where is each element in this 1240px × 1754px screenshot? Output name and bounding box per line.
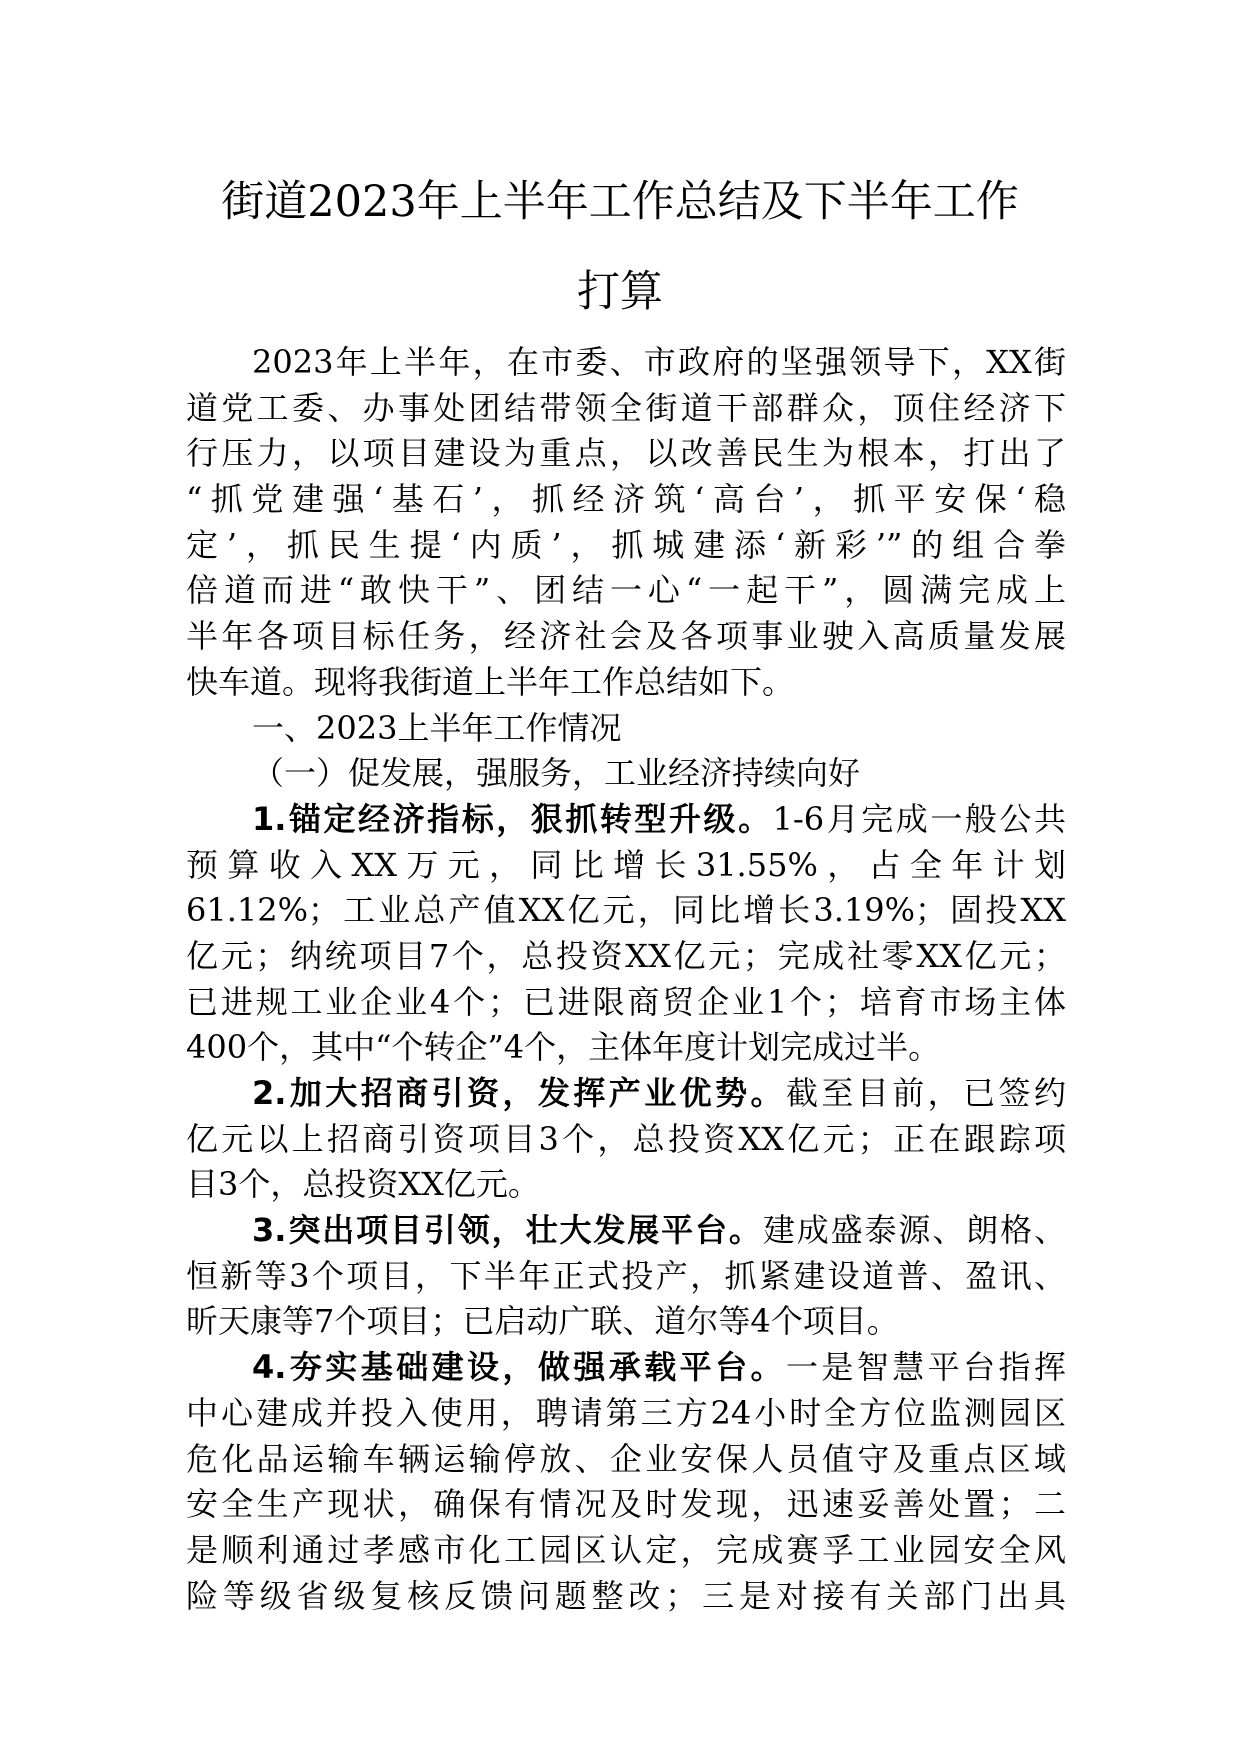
paragraph-line: 预算收入XX万元，同比增长31.55%，占全年计划 xyxy=(186,845,1066,884)
item-3-text: 建成盛泰源、朗格、 xyxy=(762,1211,1066,1250)
subsection-heading: （一）促发展，强服务，工业经济持续向好 xyxy=(252,754,861,793)
item-4-text: 一是智慧平台指挥 xyxy=(785,1348,1066,1387)
item-1-text: 1-6月完成一般公共 xyxy=(772,799,1066,838)
paragraph-line: 倍道而进“敢快干”、团结一心“一起干”，圆满完成上 xyxy=(186,571,1066,610)
paragraph-line: 400个，其中“个转企”4个，主体年度计划完成过半。 xyxy=(186,1028,941,1067)
paragraph-line: 61.12%；工业总产值XX亿元，同比增长3.19%；固投XX xyxy=(186,891,1066,930)
item-2-text: 截至目前，已签约 xyxy=(785,1074,1066,1112)
paragraph-line: 安全生产现状，确保有情况及时发现，迅速妥善处置；二 xyxy=(186,1485,1066,1524)
paragraph-line: 亿元；纳统项目7个，总投资XX亿元；完成社零XX亿元； xyxy=(186,936,1066,975)
item-2-first-line xyxy=(186,1071,1066,1117)
item-2-heading: 2.加大招商引资，发挥产业优势。 xyxy=(252,1074,786,1112)
item-1-heading: 1.锚定经济指标，狠抓转型升级。 xyxy=(252,799,773,838)
section-heading: 一、2023上半年工作情况 xyxy=(252,708,622,747)
paragraph-line: 亿元以上招商引资项目3个，总投资XX亿元；正在跟踪项 xyxy=(186,1119,1066,1158)
document-title-line-2: 打算 xyxy=(577,267,663,317)
item-4-heading: 4.夯实基础建设，做强承载平台。 xyxy=(252,1348,786,1387)
paragraph-line: 险等级省级复核反馈问题整改；三是对接有关部门出具 xyxy=(186,1576,1066,1615)
paragraph-line: 半年各项目标任务，经济社会及各项事业驶入高质量发展 xyxy=(186,617,1066,656)
item-4-first-line xyxy=(186,1345,1066,1391)
paragraph-line: 行压力，以项目建设为重点，以改善民生为根本，打出了 xyxy=(186,434,1066,473)
paragraph-line: 恒新等3个项目，下半年正式投产，抓紧建设道普、盈讯、 xyxy=(186,1256,1066,1295)
item-3-first-line xyxy=(186,1208,1066,1254)
paragraph-line: 昕天康等7个项目；已启动广联、道尔等4个项目。 xyxy=(186,1302,899,1341)
paragraph-line: 目3个，总投资XX亿元。 xyxy=(186,1165,540,1204)
paragraph-line: 2023年上半年，在市委、市政府的坚强领导下，XX街 xyxy=(252,343,1066,381)
item-3-heading: 3.突出项目引领，壮大发展平台。 xyxy=(252,1211,763,1250)
paragraph-line: 快车道。现将我街道上半年工作总结如下。 xyxy=(186,662,795,701)
item-1-first-line xyxy=(186,797,1066,843)
paragraph-line: 道党工委、办事处团结带领全街道干部群众，顶住经济下 xyxy=(186,388,1066,427)
paragraph-line: 已进规工业企业4个；已进限商贸企业1个；培育市场主体 xyxy=(186,982,1066,1021)
document-title-line-1: 街道2023年上半年工作总结及下半年工作 xyxy=(221,177,1019,227)
paragraph-line: 危化品运输车辆运输停放、企业安保人员值守及重点区域 xyxy=(186,1439,1066,1478)
document-body xyxy=(186,340,1066,1619)
paragraph-line: 是顺利通过孝感市化工园区认定，完成赛孚工业园安全风 xyxy=(186,1530,1066,1569)
paragraph-line: “抓党建强‘基石’，抓经济筑‘高台’，抓平安保‘稳 xyxy=(186,480,1066,519)
paragraph-line: 中心建成并投入使用，聘请第三方24小时全方位监测园区 xyxy=(186,1393,1066,1432)
paragraph-line: 定’，抓民生提‘内质’，抓城建添‘新彩’”的组合拳 xyxy=(186,525,1066,564)
